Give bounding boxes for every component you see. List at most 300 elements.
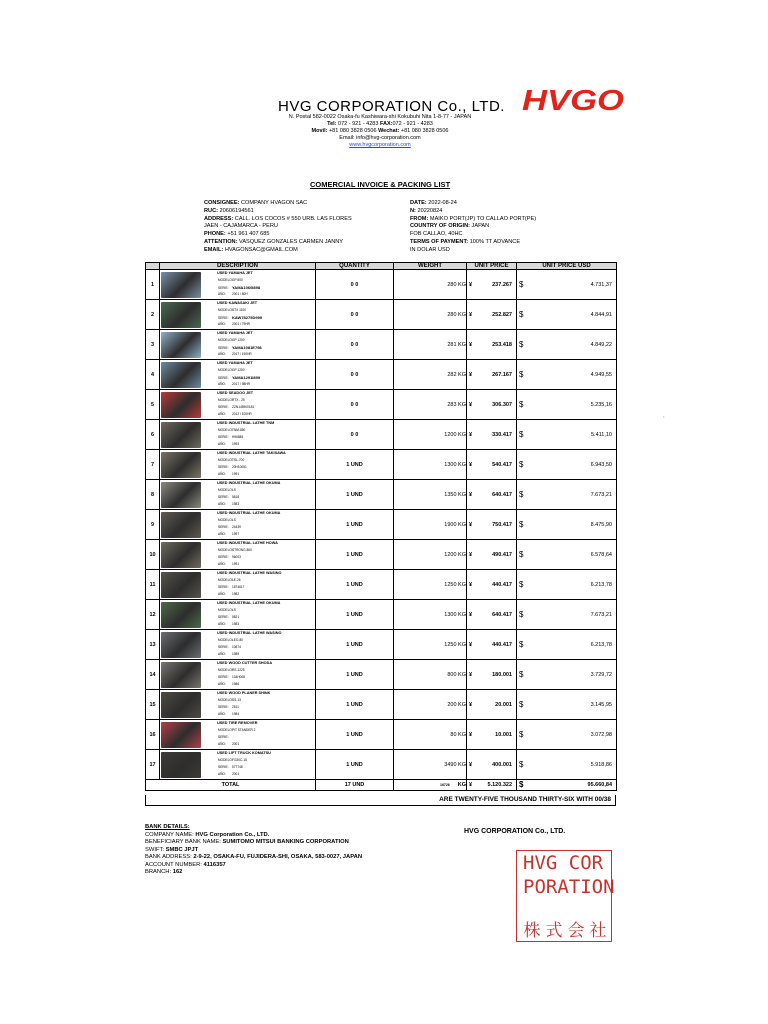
item-year: 1993: [232, 442, 240, 446]
item-year-line: [218, 652, 239, 656]
item-number: 6: [146, 420, 160, 450]
yen-symbol: ¥: [469, 281, 473, 288]
item-usd-price: [517, 630, 617, 660]
consignee-block: [204, 200, 352, 255]
usd-symbol: $: [519, 639, 524, 649]
year-label: AÑO:: [218, 352, 226, 356]
item-unit-price: [467, 540, 517, 570]
model-label: MODELO:: [218, 308, 233, 312]
email-value: HVAGONSAC@GMAIL.COM: [224, 246, 298, 253]
item-weight: 1900 KG: [394, 510, 467, 540]
item-year: 2017 / 190HR: [232, 352, 252, 356]
item-photo: [161, 722, 201, 748]
ruc-label: RUC:: [204, 207, 218, 214]
item-photo: [161, 362, 201, 388]
item-year: 2001: [232, 772, 240, 776]
item-description: [160, 600, 316, 630]
item-model-line: [218, 698, 241, 702]
model-label: MODELO:: [218, 698, 233, 702]
item-weight: 283 KG: [394, 390, 467, 420]
item-serie-line: [218, 675, 245, 679]
table-row: [146, 360, 617, 390]
item-model: LS: [232, 608, 236, 612]
item-usd-price-value: 6.213,78: [590, 641, 612, 648]
item-usd-price: [517, 510, 617, 540]
branch-label: BRANCH:: [145, 869, 172, 875]
item-usd-price: [517, 720, 617, 750]
item-quantity: 1 UND: [316, 450, 394, 480]
item-model: TNM-850: [232, 428, 246, 432]
item-quantity: 0 0: [316, 270, 394, 300]
item-unit-price-value: 490.417: [492, 551, 512, 558]
item-description: [160, 630, 316, 660]
table-row: [146, 600, 617, 630]
year-label: AÑO:: [218, 622, 226, 626]
item-quantity: 0 0: [316, 390, 394, 420]
item-weight: 1300 KG: [394, 450, 467, 480]
item-number: 13: [146, 630, 160, 660]
usd-symbol: $: [519, 489, 524, 499]
item-usd-price: [517, 330, 617, 360]
phone-value: +51 961 407 685: [227, 231, 270, 238]
item-serie-line: [218, 285, 260, 290]
yen-symbol: ¥: [469, 761, 473, 768]
item-number: 10: [146, 540, 160, 570]
phone-label: PHONE:: [204, 231, 226, 238]
item-quantity: 0 0: [316, 330, 394, 360]
item-usd-price-value: 6.578,64: [590, 551, 612, 558]
total-unit-price: [467, 780, 517, 791]
item-year-line: [218, 322, 250, 326]
serie-label: SERIE:: [218, 735, 229, 739]
bank-company-label: COMPANY NAME:: [145, 831, 194, 838]
company-mobile: [200, 128, 560, 135]
seal-text-line1: HVG COR: [523, 852, 604, 874]
year-label: AÑO:: [218, 442, 226, 446]
item-quantity: 1 UND: [316, 600, 394, 630]
year-label: AÑO:: [218, 592, 226, 596]
usd-symbol: $: [519, 579, 524, 589]
item-quantity: 1 UND: [316, 720, 394, 750]
model-label: MODELO:: [218, 608, 233, 612]
item-model-line: [218, 578, 241, 582]
tel-value: 072 - 921 - 4283: [338, 121, 379, 127]
item-usd-price: [517, 420, 617, 450]
total-usd-symbol: $: [519, 780, 524, 789]
item-photo: [161, 662, 201, 688]
item-year-line: [218, 742, 239, 746]
header-unit-price: UNIT PRICE: [467, 263, 517, 270]
item-year-line: [218, 292, 248, 296]
yen-symbol: ¥: [469, 491, 473, 498]
serie-label: SERIE:: [218, 555, 229, 559]
item-model-line: [218, 518, 236, 522]
item-description: [160, 480, 316, 510]
item-title: USED INDUSTRIAL LATHE HOWA: [217, 541, 278, 545]
item-model: RS-1225: [232, 668, 245, 672]
serie-label: SERIE:: [218, 465, 229, 469]
item-title: USED INDUSTRIAL LATHE WASINO: [217, 571, 282, 575]
item-weight: 1350 KG: [394, 480, 467, 510]
item-serie-line: [218, 645, 241, 649]
item-quantity: 1 UND: [316, 540, 394, 570]
item-weight: 1250 KG: [394, 630, 467, 660]
item-number: 16: [146, 720, 160, 750]
item-description: [160, 420, 316, 450]
item-unit-price-value: 267.167: [492, 371, 512, 378]
item-title: USED WOOD CUTTER SHODA: [217, 661, 273, 665]
table-row: [146, 690, 617, 720]
item-model-line: [218, 638, 243, 642]
item-weight: 3490 KG: [394, 750, 467, 780]
item-model-line: [218, 278, 243, 282]
item-year: 1983: [232, 622, 240, 626]
usd-symbol: $: [519, 609, 524, 619]
item-unit-price: [467, 450, 517, 480]
tel-label: Tel:: [327, 121, 337, 127]
year-label: AÑO:: [218, 652, 226, 656]
item-title: USED YAMAHA JET: [217, 361, 253, 365]
item-serie: 10874: [232, 645, 241, 649]
item-model: TSL-700: [232, 458, 245, 462]
item-model: GP 800: [232, 278, 243, 282]
item-model-line: [218, 368, 245, 372]
yen-symbol: ¥: [469, 461, 473, 468]
item-title: USED INDUSTRIAL LATHE OKUMA: [217, 481, 281, 485]
item-usd-price-value: 3.145,95: [590, 701, 612, 708]
year-label: AÑO:: [218, 322, 226, 326]
item-unit-price: [467, 480, 517, 510]
item-unit-price-value: 440.417: [492, 641, 512, 648]
item-usd-price-value: 3.729,72: [590, 671, 612, 678]
item-year: 1982: [232, 592, 240, 596]
items-table-wrapper: [145, 262, 616, 791]
item-unit-price-value: 400.001: [492, 761, 512, 768]
item-unit-price-value: 180.001: [492, 671, 512, 678]
header-number: [146, 263, 160, 270]
yen-symbol: ¥: [469, 671, 473, 678]
item-number: 7: [146, 450, 160, 480]
item-usd-price-value: 3.072,98: [590, 731, 612, 738]
item-quantity: 1 UND: [316, 480, 394, 510]
yen-symbol: ¥: [469, 641, 473, 648]
item-model: GP 1200: [232, 338, 245, 342]
item-number: 12: [146, 600, 160, 630]
document-title: COMERCIAL INVOICE & PACKING LIST: [310, 180, 451, 189]
item-year: 2001: [232, 742, 240, 746]
item-weight: 1200 KG: [394, 540, 467, 570]
movil-label: Movil:: [311, 128, 328, 134]
beneficiary-value: SUMITOMO MITSUI BANKING CORPORATION: [222, 839, 349, 845]
item-usd-price: [517, 480, 617, 510]
item-model: PIT STANDER 2: [232, 728, 256, 732]
item-photo: [161, 692, 201, 718]
item-unit-price: [467, 630, 517, 660]
total-yen-symbol: ¥: [469, 782, 473, 788]
item-photo: [161, 602, 201, 628]
item-serie-line: [218, 465, 247, 469]
attention-value: VASQUEZ GONZALES CARMEN JANNY: [239, 238, 344, 245]
item-year-line: [218, 622, 239, 626]
item-serie-line: [218, 375, 260, 380]
item-serie-line: [218, 555, 241, 559]
item-model: FG30C-15: [232, 758, 247, 762]
seal-kanji: [521, 916, 609, 941]
item-weight: 200 KG: [394, 690, 467, 720]
item-title: USED YAMAHA JET: [217, 331, 253, 335]
item-title: USED INDUSTRIAL LATHE TNM: [217, 421, 275, 425]
table-header-row: [146, 263, 617, 270]
address-value: CALL. LOS COCOS # 550 URB. LAS FLORES: [234, 215, 352, 222]
hvgo-logo-icon: [520, 84, 626, 114]
item-year-line: [218, 472, 239, 476]
usd-symbol: $: [519, 759, 524, 769]
item-model-line: [218, 608, 236, 612]
company-tel-fax: [200, 121, 560, 128]
seal-kanji-2: 式: [545, 921, 563, 941]
item-usd-price-value: 6.943,50: [590, 461, 612, 468]
shipment-block: [410, 200, 536, 255]
serie-label: SERIE:: [218, 525, 229, 529]
date-value: 2022-08-24: [428, 200, 457, 206]
item-serie: 1874617: [232, 585, 245, 589]
model-label: MODELO:: [218, 428, 233, 432]
serie-label: SERIE:: [218, 405, 229, 409]
model-label: MODELO:: [218, 548, 233, 552]
item-title: USED WOOD PLANER SHINK: [217, 691, 271, 695]
header-quantity: QUANTITY: [316, 263, 394, 270]
item-year: 1983: [232, 502, 240, 506]
item-number: 9: [146, 510, 160, 540]
item-weight: 1300 KG: [394, 600, 467, 630]
item-usd-price-value: 6.213,78: [590, 581, 612, 588]
ruc-value: 20606194561: [219, 207, 254, 214]
item-unit-price: [467, 300, 517, 330]
model-label: MODELO:: [218, 728, 233, 732]
item-usd-price: [517, 600, 617, 630]
item-serie: 134H008: [232, 675, 245, 679]
branch-value: 162: [172, 869, 183, 875]
usd-symbol: $: [519, 669, 524, 679]
usd-symbol: $: [519, 459, 524, 469]
item-description: [160, 720, 316, 750]
item-unit-price: [467, 420, 517, 450]
item-unit-price: [467, 660, 517, 690]
fax-label: FAX:: [379, 121, 393, 127]
header-unit-price-usd: UNIT PRICE USD: [517, 263, 617, 270]
total-usd: [517, 780, 617, 791]
item-year: 2012 / 100HR: [232, 412, 252, 416]
item-usd-price: [517, 270, 617, 300]
item-title: USED INDUSTRIAL LATHE TAKISAWA: [217, 451, 286, 455]
item-serie-line: [218, 435, 243, 439]
item-title: USED SEADOO JET: [217, 391, 254, 395]
item-unit-price: [467, 390, 517, 420]
year-label: AÑO:: [218, 502, 226, 506]
item-weight: 281 KG: [394, 330, 467, 360]
bank-address-value: 2-9-22, OSAKA-FU, FUJIDERA-SHI, OSAKA, 583-0027, JAPAN: [193, 854, 363, 860]
item-usd-price: [517, 570, 617, 600]
item-number: 17: [146, 750, 160, 780]
serie-label: SERIE:: [218, 615, 229, 619]
item-serie-line: [218, 735, 232, 739]
item-photo: [161, 512, 201, 538]
account-value: 4116357: [203, 861, 226, 868]
item-unit-price: [467, 360, 517, 390]
total-label: TOTAL: [146, 780, 316, 791]
serie-label: SERIE:: [218, 376, 229, 380]
item-model-line: [218, 338, 245, 342]
item-photo: [161, 332, 201, 358]
item-usd-price-value: 4.949,55: [590, 371, 612, 378]
svg-text:HVGO: HVGO: [522, 85, 625, 114]
item-year: 1997: [232, 532, 240, 536]
item-unit-price-value: 440.417: [492, 581, 512, 588]
usd-symbol: $: [519, 519, 524, 529]
item-number: 14: [146, 660, 160, 690]
item-unit-price-value: 253.418: [492, 341, 512, 348]
item-year-line: [218, 712, 239, 716]
item-weight: 800 KG: [394, 660, 467, 690]
item-model-line: [218, 428, 245, 432]
serie-label: SERIE:: [218, 765, 229, 769]
company-seal-stamp: [516, 850, 615, 942]
item-year: 1986: [232, 682, 240, 686]
serie-label: SERIE:: [218, 675, 229, 679]
model-label: MODELO:: [218, 338, 233, 342]
item-model: SS-13: [232, 698, 241, 702]
signature-company: HVG CORPORATION Co., LTD.: [464, 828, 566, 835]
origin-value: JAPAN: [471, 223, 490, 230]
item-serie: 96003: [232, 555, 241, 559]
year-label: AÑO:: [218, 532, 226, 536]
item-weight: 282 KG: [394, 360, 467, 390]
item-usd-price-value: 5.235,16: [590, 401, 612, 408]
model-label: MODELO:: [218, 278, 233, 282]
item-model-line: [218, 548, 252, 552]
wechat-value: +81 080 3828 0506: [400, 128, 449, 134]
amount-in-words-box: [145, 795, 616, 806]
item-quantity: 1 UND: [316, 660, 394, 690]
stray-mark: ,: [663, 413, 665, 419]
item-usd-price-value: 7.673,21: [590, 611, 612, 618]
terms-label: TERMS OF PAYMENT:: [410, 238, 469, 245]
item-serie-line: [218, 765, 243, 769]
from-label: FROM:: [410, 215, 429, 222]
item-serie-line: [218, 315, 262, 320]
item-unit-price-value: 750.417: [492, 521, 512, 528]
item-number: 1: [146, 270, 160, 300]
company-title: HVG CORPORATION Co., LTD.: [278, 98, 505, 115]
item-description: [160, 450, 316, 480]
usd-symbol: $: [519, 279, 524, 289]
total-usd-value: 95.660,84: [587, 782, 612, 788]
item-usd-price-value: 5.411,10: [590, 431, 612, 438]
yen-symbol: ¥: [469, 551, 473, 558]
item-description: [160, 660, 316, 690]
serie-label: SERIE:: [218, 585, 229, 589]
yen-symbol: ¥: [469, 521, 473, 528]
table-row: [146, 480, 617, 510]
item-unit-price-value: 330.417: [492, 431, 512, 438]
company-website: [200, 142, 560, 149]
item-number: 4: [146, 360, 160, 390]
item-usd-price-value: 7.673,21: [590, 491, 612, 498]
item-model: LS: [232, 488, 236, 492]
terms-value: 100% TT ADVANCE: [469, 238, 521, 245]
currency-note: IN DOLAR USD: [410, 246, 450, 253]
model-label: MODELO:: [218, 368, 233, 372]
item-year-line: [218, 352, 252, 356]
total-weight: [394, 780, 467, 791]
table-row: [146, 330, 617, 360]
item-title: USED YAMAHA JET: [217, 271, 253, 275]
consignee-city: JAEN - CAJAMARCA - PERU: [204, 223, 278, 230]
bank-details-heading: BANK DETAILS:: [145, 824, 190, 830]
item-model-line: [218, 668, 245, 672]
origin-label: COUNTRY OF ORIGIN:: [410, 223, 470, 230]
beneficiary-label: BENEFICIARY BANK NAME:: [145, 839, 221, 845]
item-year: 2017 / 98HR: [232, 382, 250, 386]
item-serie-line: [218, 405, 254, 409]
usd-symbol: $: [519, 369, 524, 379]
year-label: AÑO:: [218, 742, 226, 746]
item-usd-price: [517, 660, 617, 690]
year-label: AÑO:: [218, 382, 226, 386]
table-row: [146, 720, 617, 750]
usd-symbol: $: [519, 339, 524, 349]
account-label: ACCOUNT NUMBER:: [145, 861, 202, 868]
website-link[interactable]: www.hvgcorporation.com: [349, 142, 411, 148]
item-unit-price-value: 237.267: [492, 281, 512, 288]
item-serie: YAMA1081E798: [232, 345, 262, 350]
item-quantity: 1 UND: [316, 750, 394, 780]
item-year-line: [218, 442, 239, 446]
item-model-line: [218, 398, 245, 402]
item-serie: 20H10051: [232, 465, 247, 469]
item-model-line: [218, 458, 244, 462]
yen-symbol: ¥: [469, 401, 473, 408]
attention-label: ATTENTION:: [204, 238, 238, 245]
item-serie: 2511: [232, 705, 239, 709]
total-unit-price-value: 5.120.322: [487, 782, 512, 788]
item-model: GP 1200: [232, 368, 245, 372]
item-model: LS: [232, 518, 236, 522]
year-label: AÑO:: [218, 472, 226, 476]
item-photo: [161, 272, 201, 298]
serie-label: SERIE:: [218, 435, 229, 439]
item-year: 1989: [232, 652, 240, 656]
bank-details: [145, 824, 362, 877]
item-unit-price: [467, 720, 517, 750]
item-serie: YAMA1060I898: [232, 285, 261, 290]
consignee-value: COMPANY HVAGON SAC: [241, 200, 308, 206]
movil-value: +81 080 3828 0506: [328, 128, 377, 134]
item-quantity: 1 UND: [316, 510, 394, 540]
serie-label: SERIE:: [218, 705, 229, 709]
item-serie-line: [218, 525, 241, 529]
item-serie-line: [218, 345, 262, 350]
email-label: EMAIL:: [204, 246, 224, 253]
company-email: Email: info@hvg-corporation.com: [339, 135, 421, 141]
item-unit-price-value: 20.001: [495, 701, 512, 708]
item-quantity: 0 0: [316, 420, 394, 450]
item-description: [160, 330, 316, 360]
item-year-line: [218, 532, 239, 536]
yen-symbol: ¥: [469, 311, 473, 318]
usd-symbol: $: [519, 429, 524, 439]
item-usd-price: [517, 540, 617, 570]
